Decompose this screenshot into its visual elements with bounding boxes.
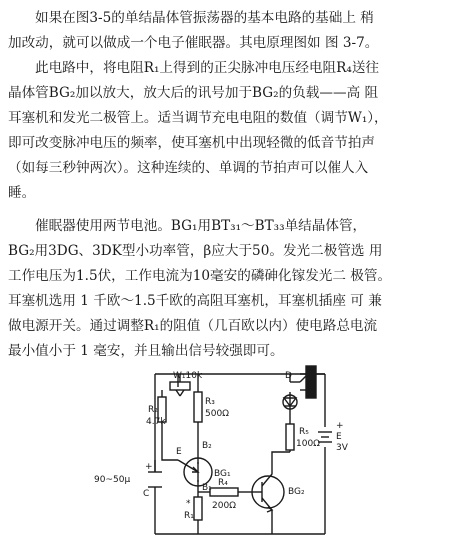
cap-value: 90~50μ [94,475,131,485]
text-line: 耳塞机和发光二极管上。适当调节充电电阻的数值（调节W₁）， [8,110,388,126]
r4-value: 200Ω [212,501,237,511]
battery-plus: + [336,421,344,431]
r2-resistor [146,397,166,427]
b1-label: B₁ [202,483,212,493]
d-label: D [285,371,292,381]
text-line: 催眠器使用两节电池。BG₁用BT₃₁～BT₃₃单结晶体管， [35,218,367,234]
text-line: BG₂用3DG、3DK型小功率管，β应大于50。发光二极管选 用 [8,243,383,259]
r4-name: R₄ [218,478,228,488]
bg1-label: BG₁ [214,469,231,479]
bg2-label: BG₂ [288,487,305,497]
e-label: E [176,447,182,457]
earphone-jack [300,366,316,398]
battery-e [318,421,349,453]
battery-voltage: 3V [336,443,348,453]
r1-resistor [184,497,202,521]
text-line: 即可改变脉冲电压的频率，使耳塞机中出现轻微的低音节拍声 [8,135,376,151]
text-line: 此电路中，将电阻R₁上得到的正尖脉冲电压经电阻R₄送往 [35,60,380,76]
r1-name: R₁ [184,511,194,521]
r5-name: R₅ [299,427,309,437]
text-line: （如每三秒钟两次）。这种连续的、单调的节拍声可以催人入 [8,160,369,176]
bg2-transistor [250,467,305,522]
r3-resistor [194,392,229,422]
r4-resistor [210,478,238,511]
text-line: 如果在图3-5的单结晶体管振荡器的基本电路的基础上 稍 [35,10,374,26]
text-line: 最小值小于 1 毫安，并且输出信号较强即可。 [8,343,284,359]
text-line: 做电源开关。通过调整R₁的阻值（几百欧以内）使电路总电流 [8,318,378,334]
r3-name: R₃ [205,397,215,407]
battery-label: E [336,432,342,442]
circuit-diagram [0,352,458,543]
w1-label: W₁10k [173,371,203,381]
body-text [8,6,454,364]
r1-star: * [186,499,191,509]
capacitor-c [94,460,162,499]
b2-label: B₂ [202,441,212,451]
r5-value: 100Ω [296,439,321,449]
r2-value: 4.7k [146,417,166,427]
cap-plus: + [145,462,153,472]
text-line: 耳塞机选用 1 千欧～1.5千欧的高阻耳塞机，耳塞机插座 可 兼 [8,293,382,309]
cap-label: C [143,489,150,499]
text-line: 加改动，就可以做成一个电子催眠器。其电原理图如 图 3-7。 [8,35,379,51]
text-line: 晶体管BG₂加以放大，放大后的讯号加于BG₂的负载——高 阻 [8,85,379,101]
text-line: 睡。 [8,185,36,201]
text-line: 工作电压为1.5伏，工作电流为10毫安的磷砷化镓发光二 极管。 [8,268,392,284]
r5-resistor [286,424,320,450]
r2-name: R₂ [148,405,158,415]
r3-value: 500Ω [205,409,230,419]
